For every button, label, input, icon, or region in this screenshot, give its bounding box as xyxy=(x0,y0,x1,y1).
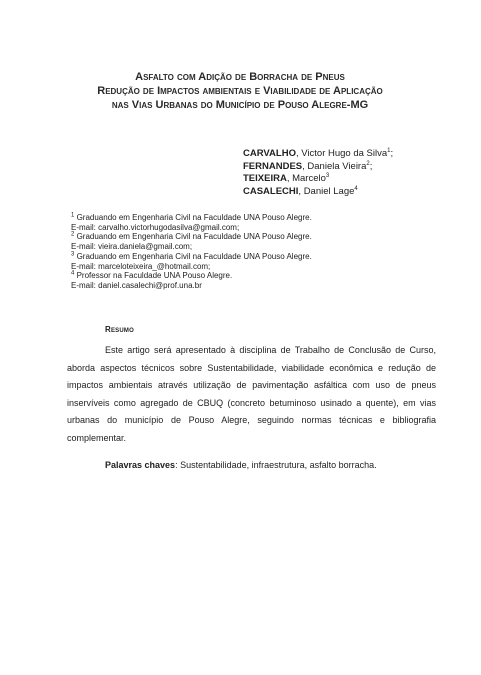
keywords xyxy=(105,460,377,470)
abstract-heading: Resumo xyxy=(105,325,134,334)
keywords-label: Palavras chaves xyxy=(105,460,176,470)
affiliations xyxy=(71,213,312,291)
affiliation-1: $^1$ Graduando em Engenharia Civil na Faculdade UNA Pouso Alegre. xyxy=(71,212,312,222)
affiliation-email-4: E-mail: daniel.casalechi@prof.una.br xyxy=(71,280,202,290)
affiliation-email-3: E-mail: marceloteixeira_@hotmail.com; xyxy=(71,261,211,271)
affiliation-email-2: E-mail: vieira.daniela@gmail.com; xyxy=(71,242,193,252)
paper-title xyxy=(40,70,440,112)
author-4: CASALECHI, Daniel Lage$^4$ xyxy=(243,185,358,197)
title-line-2: Redução de Impactos ambientais e Viabilidade de Aplicação xyxy=(97,85,383,97)
author-1: CARVALHO, Victor Hugo da Silva$^1$; xyxy=(243,147,394,159)
affiliation-2: $^2$ Graduando em Engenharia Civil na Faculdade UNA Pouso Alegre. xyxy=(71,231,312,242)
author-3: TEIXEIRA, Marcelo$^3$ xyxy=(243,172,330,184)
affiliation-3: $^3$ Graduando em Engenharia Civil na Faculdade UNA Pouso Alegre. xyxy=(71,251,312,261)
abstract-body: Este artigo será apresentado à disciplina de Trabalho de Conclusão de Curso, aborda aspectos técnicos sobre Sustentabilidade, viabilidade econômica e redução de impactos ambientais através utilização de pavimentação asfáltica com uso de pneus inservíveis como agregado de CBUQ (concreto betuminoso usinado a quente), em vias urbanas do município de Pouso Alegre, seguindo normas técnicas e bibliografia complementar. xyxy=(67,345,436,443)
author-list xyxy=(243,148,393,198)
affiliation-4: $^4$ Professor na Faculdade UNA Pouso Alegre. xyxy=(71,270,233,281)
author-2: FERNANDES, Daniela Vieira$^2$; xyxy=(243,160,373,172)
affiliation-email-1: E-mail: carvalho.victorhugodasilva@gmail.com; xyxy=(71,222,240,232)
title-line-3: nas Vias Urbanas do Município de Pouso Alegre-MG xyxy=(111,99,369,111)
keywords-text: : Sustentabilidade, infraestrutura, asfalto borracha. xyxy=(175,460,377,470)
title-line-1: Asfalto com Adição de Borracha de Pneus xyxy=(135,71,345,83)
